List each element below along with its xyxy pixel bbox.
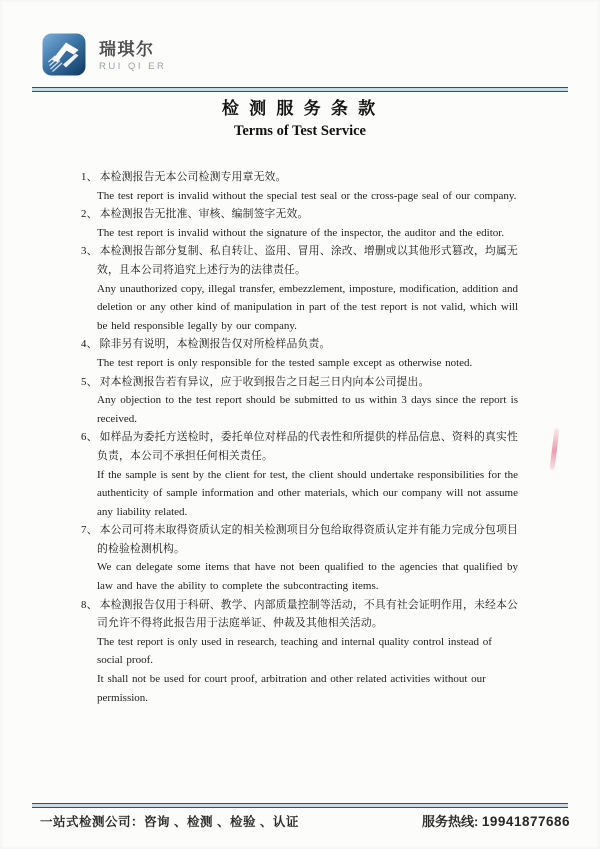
hotline-number: 19941877686: [481, 814, 570, 829]
term-en: If the sample is sent by the client for test, the client should undertake responsibilities for the authenticity of sample information and other materials, which our company will not assume any liability related.: [97, 468, 518, 518]
term-cn-text: 本公司可将未取得资质认定的相关检测项目分包给取得资质认定并有能力完成分包项目的检验检测机构。: [97, 524, 518, 555]
footer-hotline: [422, 811, 570, 830]
term-item-3: [81, 242, 518, 335]
brand-logo-icon: [42, 33, 86, 76]
term-number: 3、: [81, 245, 98, 258]
company-logo: [42, 33, 166, 76]
scan-artifact-mark: [549, 428, 559, 470]
term-number: 5、: [81, 375, 98, 388]
term-cn: [81, 168, 518, 187]
term-cn-text: 除非另有说明，本检测报告仅对所检样品负责。: [99, 338, 331, 351]
term-item-4: [81, 335, 518, 372]
brand-text: [99, 41, 166, 72]
term-en: The test report is invalid without the signature of the inspector, the auditor and the editor.: [97, 226, 505, 239]
term-cn-text: 本检测报告部分复制、私自转让、盗用、冒用、涂改、增删或以其他形式篡改，均属无效，且本公司将追究上述行为的法律责任。: [97, 245, 518, 276]
footer-services-text: 一站式检测公司：咨询 、检测 、检验 、认证: [40, 815, 299, 829]
footer-divider: [32, 803, 568, 808]
term-cn-text: 如样品为委托方送检时，委托单位对样品的代表性和所提供的样品信息、资料的真实性负责，本公司不承担任何相关责任。: [97, 431, 518, 462]
term-cn: [81, 242, 518, 279]
term-number: 2、: [81, 208, 98, 221]
term-en: The test report is invalid without the special test seal or the cross-page seal of our company.: [97, 189, 517, 202]
term-number: 6、: [81, 431, 98, 444]
terms-list: [81, 168, 518, 707]
term-cn-text: 本检测报告无批准、审核、编制签字无效。: [99, 208, 309, 221]
page-title-cn: 检 测 服 务 条 款: [221, 99, 379, 118]
term-item-2: [81, 205, 518, 242]
term-item-5: [81, 373, 518, 429]
term-item-1: [81, 168, 518, 205]
term-en: The test report is only responsible for the tested sample except as otherwise noted.: [97, 356, 473, 369]
term-cn-text: 本检测报告无本公司检测专用章无效。: [99, 171, 287, 183]
term-cn: [81, 521, 518, 558]
term-number: 8、: [81, 598, 98, 611]
term-number: 1、: [81, 171, 98, 183]
term-cn-text: 对本检测报告若有异议，应于收到报告之日起三日内向本公司提出。: [99, 375, 430, 388]
term-cn: [81, 596, 518, 633]
term-item-8: [81, 596, 518, 708]
brand-name-cn: 瑞琪尔: [99, 40, 155, 59]
term-cn: [81, 205, 518, 224]
term-en: We can delegate some items that have not been qualified to the agencies that qualified by law and have the ability to complete the subcontracting items.: [97, 561, 518, 593]
term-number: 4、: [81, 338, 98, 351]
header-divider: [32, 87, 568, 92]
term-item-6: [81, 428, 518, 521]
page-title-en: Terms of Test Service: [234, 123, 366, 139]
term-en-line2: It shall not be used for court proof, arbitration and other related activities without our permission.: [97, 673, 486, 704]
term-cn: [81, 373, 518, 392]
term-number: 7、: [81, 524, 98, 537]
term-en: The test report is only used in research, teaching and internal quality control instead of social proof.: [97, 635, 492, 667]
brand-name-en: RUI QI ER: [99, 61, 167, 72]
term-cn: [81, 335, 518, 354]
term-item-7: [81, 521, 518, 595]
term-en: Any unauthorized copy, illegal transfer, embezzlement, imposture, modification, addition and deletion or any other kind of manipulation in part of the test report is not valid, which will be held responsible legally by our company.: [97, 282, 518, 332]
term-cn: [81, 428, 518, 465]
term-cn-text: 本检测报告仅用于科研、教学、内部质量控制等活动，不具有社会证明作用，未经本公司允许不得将此报告用于法庭举证、仲裁及其他相关活动。: [97, 598, 518, 630]
footer-bar: [40, 811, 570, 830]
term-en: Any objection to the test report should be submitted to us within 3 days since the report is received.: [97, 394, 518, 425]
hotline-label: 服务热线:: [421, 814, 479, 829]
